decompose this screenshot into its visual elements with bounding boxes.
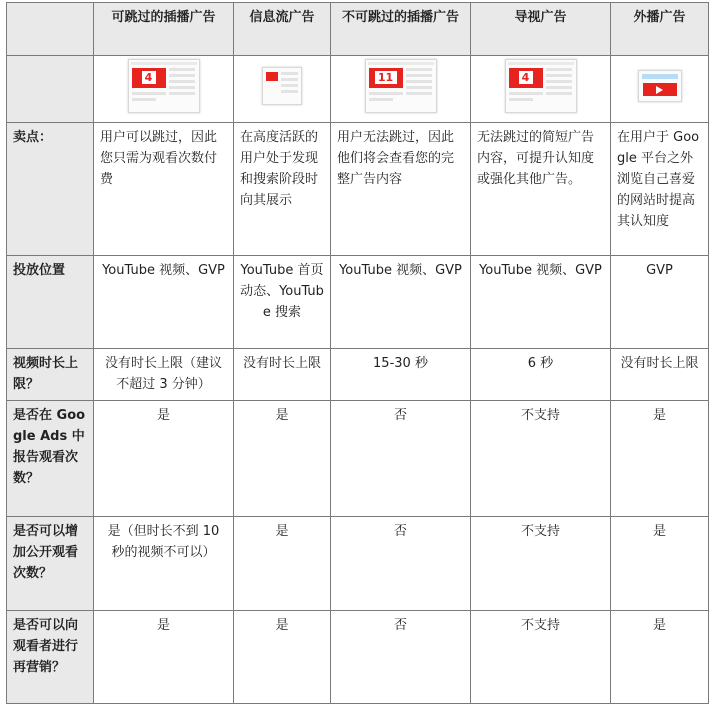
- table-cell: 没有时长上限: [611, 349, 709, 401]
- table-row: [7, 611, 709, 704]
- table-cell: YouTube 视频、GVP: [471, 256, 611, 349]
- table-cell: 是: [234, 401, 331, 517]
- outstream-ad-thumbnail: [638, 70, 682, 102]
- row-head-selling-point: 卖点：: [7, 123, 94, 256]
- col-header-non-skippable: 不可跳过的插播广告: [331, 3, 471, 56]
- table-cell: 不支持: [471, 517, 611, 611]
- row-head-report-views: 是否在 Google Ads 中报告观看次数？: [7, 401, 94, 517]
- table-cell: YouTube 首页动态、YouTube 搜索: [234, 256, 331, 349]
- video-player-icon: [266, 72, 278, 81]
- table-cell: 用户可以跳过，因此您只需为观看次数付费: [94, 123, 234, 256]
- table-cell: 是: [611, 517, 709, 611]
- ad-format-comparison-table: [6, 2, 709, 704]
- table-cell: 是（但时长不到 10 秒的视频不可以）: [94, 517, 234, 611]
- table-cell: 是: [234, 517, 331, 611]
- row-head-public-views: 是否可以增加公开观看次数？: [7, 517, 94, 611]
- table-cell: 是: [611, 611, 709, 704]
- in-feed-ad-thumbnail: [262, 67, 302, 105]
- non-skippable-ad-thumbnail: [365, 59, 437, 113]
- thumb-cell-non-skippable: [331, 56, 471, 123]
- countdown-badge: 11: [375, 71, 397, 84]
- countdown-badge: 4: [519, 71, 533, 84]
- table-row: [7, 517, 709, 611]
- table-cell: 否: [331, 611, 471, 704]
- countdown-badge: 4: [142, 71, 156, 84]
- corner-cell: [7, 3, 94, 56]
- table-cell: YouTube 视频、GVP: [94, 256, 234, 349]
- table-row: [7, 349, 709, 401]
- table-cell: 否: [331, 517, 471, 611]
- col-header-skippable: 可跳过的插播广告: [94, 3, 234, 56]
- thumbnail-row-head: [7, 56, 94, 123]
- table-cell: GVP: [611, 256, 709, 349]
- table-row: [7, 256, 709, 349]
- thumb-cell-bumper: [471, 56, 611, 123]
- row-head-placement: 投放位置: [7, 256, 94, 349]
- thumb-cell-outstream: [611, 56, 709, 123]
- table-cell: 是: [94, 401, 234, 517]
- table-cell: 是: [94, 611, 234, 704]
- table-cell: 是: [611, 401, 709, 517]
- thumb-cell-in-feed: [234, 56, 331, 123]
- table-cell: 15-30 秒: [331, 349, 471, 401]
- table-cell: 用户无法跳过，因此他们将会查看您的完整广告内容: [331, 123, 471, 256]
- col-header-outstream: 外播广告: [611, 3, 709, 56]
- skippable-ad-thumbnail: [128, 59, 200, 113]
- row-head-max-length: 视频时长上限？: [7, 349, 94, 401]
- table-cell: 否: [331, 401, 471, 517]
- row-head-remarketing: 是否可以向观看者进行再营销？: [7, 611, 94, 704]
- table-cell: 无法跳过的简短广告内容，可提升认知度或强化其他广告。: [471, 123, 611, 256]
- table-cell: 没有时长上限（建议不超过 3 分钟）: [94, 349, 234, 401]
- col-header-in-feed: 信息流广告: [234, 3, 331, 56]
- table-row: [7, 123, 709, 256]
- table-cell: 不支持: [471, 401, 611, 517]
- col-header-bumper: 导视广告: [471, 3, 611, 56]
- table-cell: 是: [234, 611, 331, 704]
- table-cell: 不支持: [471, 611, 611, 704]
- table-cell: YouTube 视频、GVP: [331, 256, 471, 349]
- table-cell: 在高度活跃的用户处于发现和搜索阶段时向其展示: [234, 123, 331, 256]
- table-cell: 没有时长上限: [234, 349, 331, 401]
- thumbnail-row: [7, 56, 709, 123]
- table-cell: 在用户于 Google 平台之外浏览自己喜爱的网站时提高其认知度: [611, 123, 709, 256]
- table-cell: 6 秒: [471, 349, 611, 401]
- thumb-cell-skippable: [94, 56, 234, 123]
- play-icon: [656, 86, 663, 94]
- table-row: [7, 401, 709, 517]
- header-row: [7, 3, 709, 56]
- bumper-ad-thumbnail: [505, 59, 577, 113]
